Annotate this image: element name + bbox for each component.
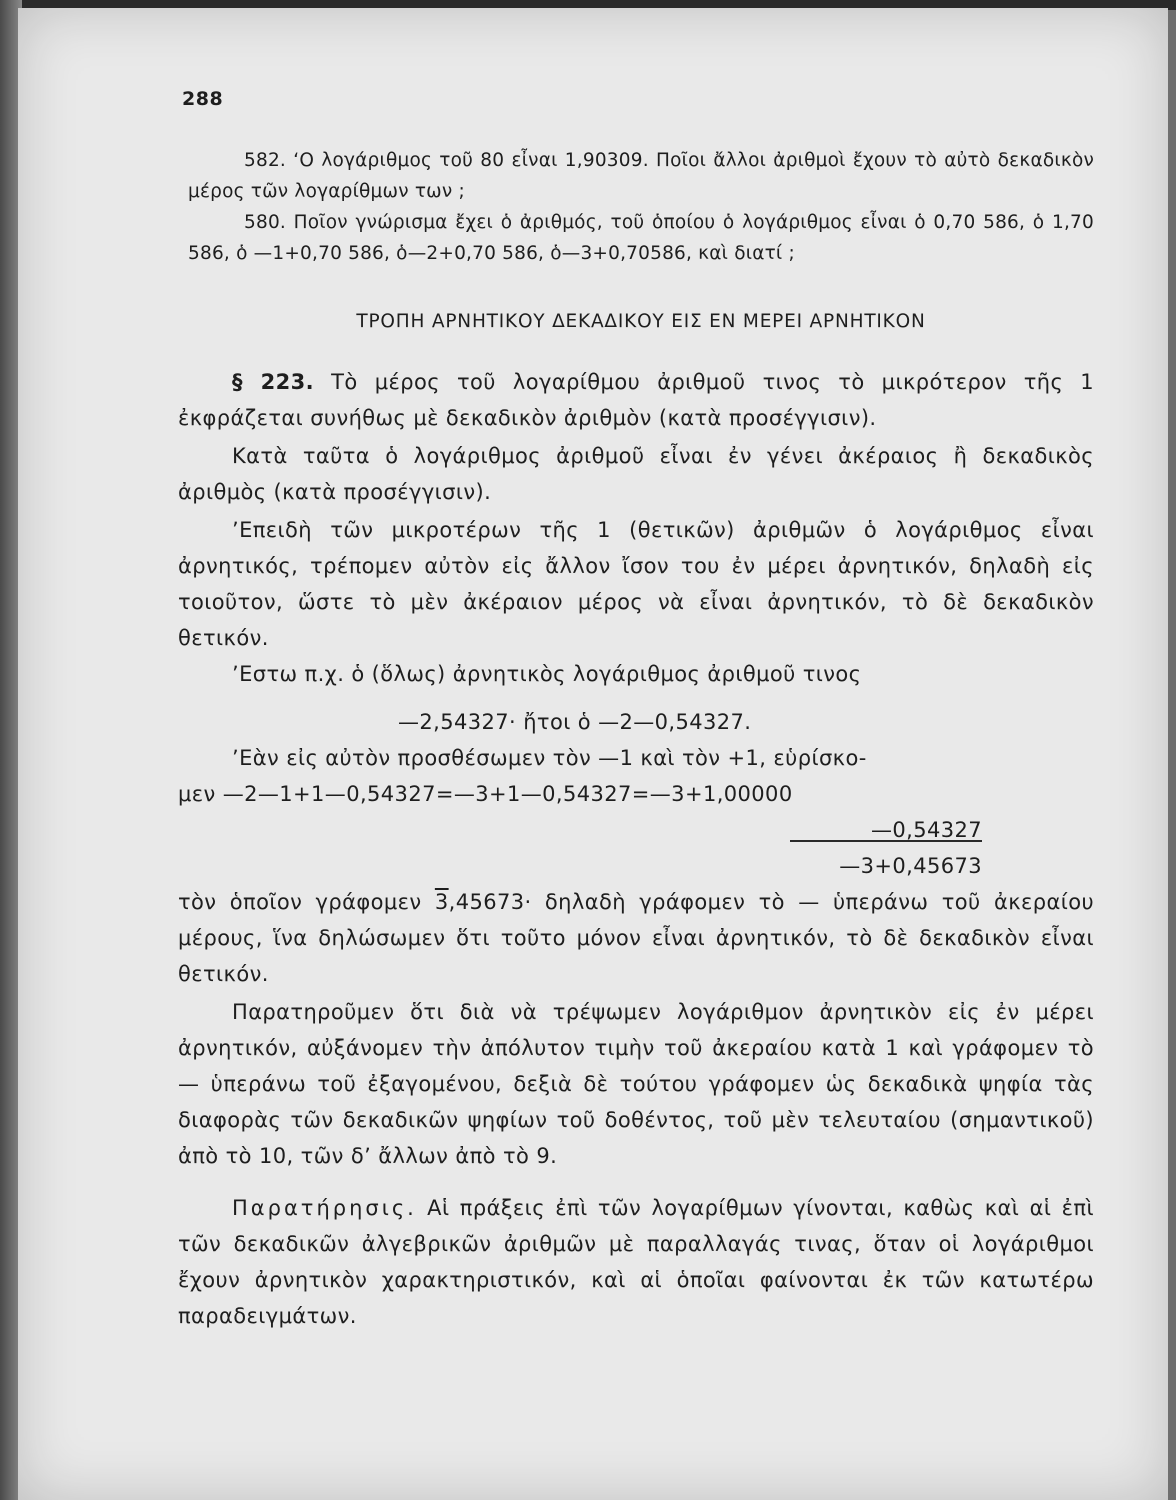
overlined-characteristic: 3 (434, 890, 449, 914)
paragraph-5-block (178, 740, 1094, 812)
section-heading: ΤΡΟΠΗ ΑΡΝΗΤΙΚΟΥ ΔΕΚΑΔΙΚΟΥ ΕΙΣ ΕΝ ΜΕΡΕΙ ΑΡΝΗΤΙΚΟΝ (356, 311, 926, 332)
section-body-top (178, 364, 1094, 692)
paragraph-5: ʼΕὰν εἰς αὐτὸν προσθέσωμεν τὸν —1 καὶ τὸν +1, εὑρίσκο- (232, 746, 867, 770)
paragraph-4: ʼΕστω π.χ. ὁ (ὅλως) ἀρνητικὸς λογάριθμος ἀριθμοῦ τινος (232, 662, 862, 686)
page-number: 288 (182, 88, 224, 110)
paragraph-1-text: Τὸ μέρος τοῦ λογαρίθμου ἀριθμοῦ τινος τὸ μικρότερον τῆς 1 ἐκφράζεται συνήθως μὲ δεκαδικὸν ἀριθμὸν (κατὰ προσέγγισιν). (178, 370, 1095, 430)
remark-label: Παρατήρησις. (232, 1196, 417, 1220)
exercise-580 (188, 207, 1094, 269)
section-number: § 223. (232, 370, 315, 394)
paragraph-1 (178, 364, 1094, 436)
remark-paragraph (178, 1190, 1094, 1334)
calc-subtrahend: —0,54327 (870, 818, 982, 842)
calc-result: —3+0,45673 (839, 854, 982, 878)
paragraph-6 (178, 884, 1094, 992)
remark-text: Αἱ πράξεις ἐπὶ τῶν λογαρίθμων γίνονται, καθὼς καὶ αἱ ἐπὶ τῶν δεκαδικῶν ἀλγεβρικῶν ἀριθμῶν μὲ παραλλαγάς τινας, ὅταν οἱ λογάριθμοι ἔχουν ἀρνητικὸν χαρακτηριστικόν, καὶ αἱ ὁποῖαι φαίνονται ἐκ τῶν κατωτέρω παραδειγμάτων. (178, 1196, 1094, 1328)
equation-1: —2,54327· ἤτοι ὁ —2—0,54327. (398, 710, 752, 734)
calc-rule (790, 840, 982, 842)
paragraph-5-calc: μεν —2—1+1—0,54327=—3+1—0,54327=—3+1,00000 (178, 782, 793, 806)
exercise-582-text: 582. ʻΟ λογάριθμος τοῦ 80 εἶναι 1,90309. Ποῖοι ἄλλοι ἀριθμοὶ ἔχουν τὸ αὐτὸ δεκαδικὸν μέρος τῶν λογαρίθμων των ; (188, 150, 1094, 202)
paragraph-2: Κατὰ ταῦτα ὁ λογάριθμος ἀριθμοῦ εἶναι ἐν γένει ἀκέραιος ἢ δεκαδικὸς ἀριθμὸς (κατὰ προσέγγισιν). (178, 444, 1094, 504)
paragraph-7: Παρατηροῦμεν ὅτι διὰ νὰ τρέψωμεν λογάριθμον ἀρνητικὸν εἰς ἐν μέρει ἀρνητικόν, αὐξάνομεν τὴν ἀπόλυτον τιμὴν τοῦ ἀκεραίου κατὰ 1 καὶ γράφομεν τὸ — ὑπεράνω τοῦ ἐξαγομένου, δεξιὰ δὲ τούτου γράφομεν ὡς δεκαδικὰ ψηφία τὰς διαφορὰς τῶν δεκαδικῶν ψηφίων τοῦ δοθέντος, τοῦ μὲν τελευταίου (σημαντικοῦ) ἀπὸ τὸ 10, τῶν δʼ ἄλλων ἀπὸ τὸ 9. (178, 1000, 1094, 1168)
section-body-bottom (178, 884, 1094, 1334)
paragraph-6-rest: ,45673· δηλαδὴ γράφομεν τὸ — ὑπεράνω τοῦ ἀκεραίου μέρους, ἵνα δηλώσωμεν ὅτι τοῦτο μόνον εἶναι ἀρνητικόν, τὸ δὲ δεκαδικὸν εἶναι θετικόν. (178, 890, 1094, 986)
paragraph-6-start: τὸν ὁποῖον γράφομεν (178, 890, 435, 914)
exercise-582 (188, 145, 1094, 207)
paragraph-3: ʼΕπειδὴ τῶν μικροτέρων τῆς 1 (θετικῶν) ἀριθμῶν ὁ λογάριθμος εἶναι ἀρνητικός, τρέπομεν αὐτὸν εἰς ἄλλον ἴσον του ἐν μέρει ἀρνητικόν, δηλαδὴ εἰς τοιοῦτον, ὥστε τὸ μὲν ἀκέραιον μέρος νὰ εἶναι ἀρνητικόν, τὸ δὲ δεκαδικὸν θετικόν. (178, 518, 1094, 650)
exercise-580-text: 580. Ποῖον γνώρισμα ἔχει ὁ ἀριθμός, τοῦ ὁποίου ὁ λογάριθμος εἶναι ὁ 0,70 586, ὁ 1,70 586, ὁ —1+0,70 586, ὁ—2+0,70 586, ὁ—3+0,70586, καὶ διατί ; (188, 212, 1094, 264)
